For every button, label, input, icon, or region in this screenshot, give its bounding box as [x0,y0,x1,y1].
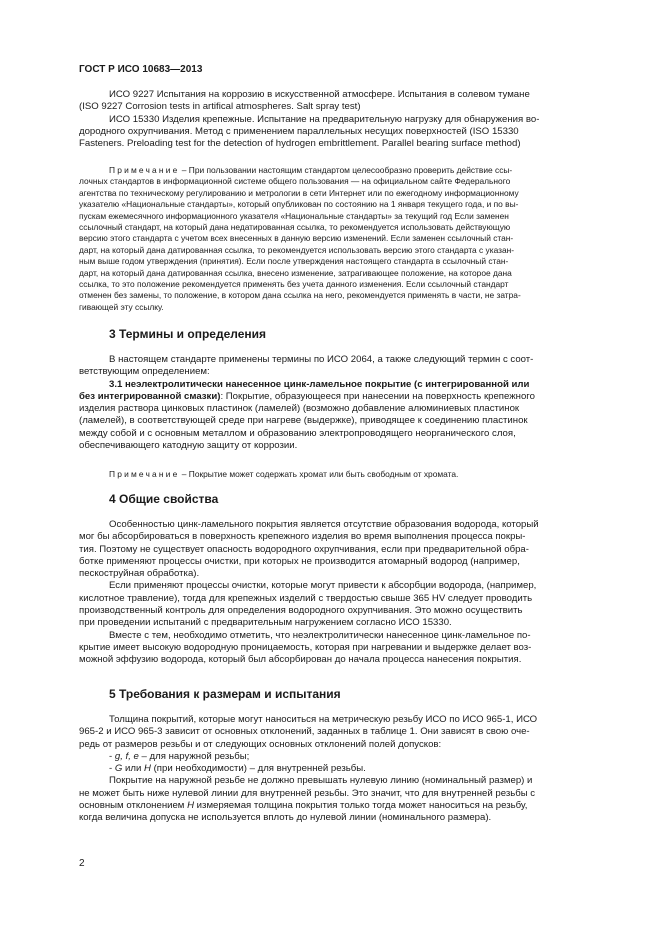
reference-iso-15330-cont: дородного охрупчивания. Метод с применением параллельных несущих поверхностей (ISO 15330 [79,125,519,137]
reference-iso-9227: ИСО 9227 Испытания на коррозию в искусственной атмосфере. Испытания в солевом тумане [109,89,530,100]
note-chromate: Примечание – Покрытие может содержать хромат или быть свободным от хромата. [109,469,459,479]
section-5-body: Толщина покрытий, которые могут наноситься на метрическую резьбу ИСО по ИСО 965-1, ИСО 965-2 и ИСО 965-3 зависит от основных отклонений, заданных в таблице 1. Они зависят в свою оче- редь от размеров резьбы и от следующих основных отклонений полей допусков: - g, f, e – для наружной резьбы; - G или H (при необходимости) – для внутренней резьбы. Покрытие на наружной резьбе не должно превышать нулевую линию (номинальный размер) и не может быть ниже нулевой линии для внутренней резьбы. Это значит, что для внутренней резьбы с основным отклонением H измеряемая толщина покрытия только тогда может наноситься на резьбу, когда величина допуска не используется вплоть до нулевой линии (номинального размера). [79,714,593,825]
section-3-heading: 3 Термины и определения [109,327,267,341]
list-item: - g, f, e – для наружной резьбы; [109,750,250,762]
page-number: 2 [79,858,85,869]
section-4-heading: 4 Общие свойства [109,492,219,506]
reference-iso-15330-en: Fasteners. Preloading test for the detection of hydrogen embrittlement. Parallel bearing surface method) [79,138,521,150]
section-4-body: Особенностью цинк-ламельного покрытия является отсутствие образования водорода, который мог бы абсорбироваться в поверхность крепежного изделия во время выполнения процесса покры- тия. Поэтому не существует опасность водородного охрупчивания, если при предварительной обра- ботке применяют процессы очистки, при которых не производится атомарный водород (например, пескоструйная обработка). Если применяют процессы очистки, которые могут привести к абсорбции водорода, (например, кислотное травление), тогда для крепежных изделий с твердостью свыше 365 HV следует проводить производственный контроль для определения водородного охрупчивания. Это можно осуществить при проведении испытаний с предварительным нагружением согласно ИСО 15330. Вместе с тем, необходимо отметить, что неэлектролитически нанесенное цинк-ламельное по- крытие имеет высокую водородную проницаемость, которая при нагревании и выдержке делает воз- можной эффузию водорода, который был абсорбирован до начала процесса нанесения покрытия. [79,519,539,666]
document-header: ГОСТ Р ИСО 10683—2013 [79,64,203,75]
list-item: - G или H (при необходимости) – для внутренней резьбы. [109,763,366,775]
term-3-1: 3.1 неэлектролитически нанесенное цинк-ламельное покрытие (с интегрированной или [109,378,530,390]
reference-iso-15330: ИСО 15330 Изделия крепежные. Испытание на предварительную нагрузку для обнаружения во- [109,113,540,125]
reference-iso-9227-en: (ISO 9227 Corrosion tests in artifical atmospheres. Salt spray test) [79,101,361,113]
note-label: Примечание [109,165,180,175]
term-3-1-cont: без интегрированной смазки) [79,390,221,402]
section-5-heading: 5 Требования к размерам и испытания [109,687,341,701]
normative-references [79,89,593,150]
section-3-body: В настоящем стандарте применены термины по ИСО 2064, а также следующий термин с соот- ветствующим определением: 3.1 неэлектролитически нанесенное цинк-ламельное покрытие (с интегрированной или без интегрированной смазки): Покрытие, образующееся при нанесении на поверхность крепежного изделия раствора цинковых пластинок (ламелей) (возможно добавление алюминиевых пластинок (ламелей), в соответствующей среде при нагреве (выдержке), приводящее к соединению пластинок между собой и с основным металлом и образованию электропроводящего неорганического слоя, обеспечивающего катодную защиту от коррозии. [79,354,535,452]
note-references: Примечание – При пользовании настоящим стандартом целесообразно проверить действие ссы- лочных стандартов в информационной системе общего пользования — на официальном сайте Федерального агентства по техническому регулированию и метрологии в сети Интернет или по ежегодному информационному указателю «Национальные стандарты», который опубликован по состоянию на 1 января текущего года, и по вы- пускам ежемесячного информационного указателя «Национальные стандарты» за текущий год Если заменен ссылочный стандарт, на который дана недатированная ссылка, то рекомендуется использовать действующую версию этого стандарта с учетом всех внесенных в данную версию изменений. Если заменен ссылочный стан- дарт, на который дана датированная ссылка, то рекомендуется использовать версию этого стандарта с указан- ным выше годом утверждения (принятия). Если после утверждения настоящего стандарта в ссылочный стан- дарт, на который дана датированная ссылка, внесено изменение, затрагивающее положение, на которое дана ссылка, то это положение рекомендуется применять без учета данного изменения. Если ссылочный стандарт отменен без замены, то положение, в котором дана ссылка на него, рекомендуется применять в части, не затра- гивающей эту ссылку. [79,165,521,312]
